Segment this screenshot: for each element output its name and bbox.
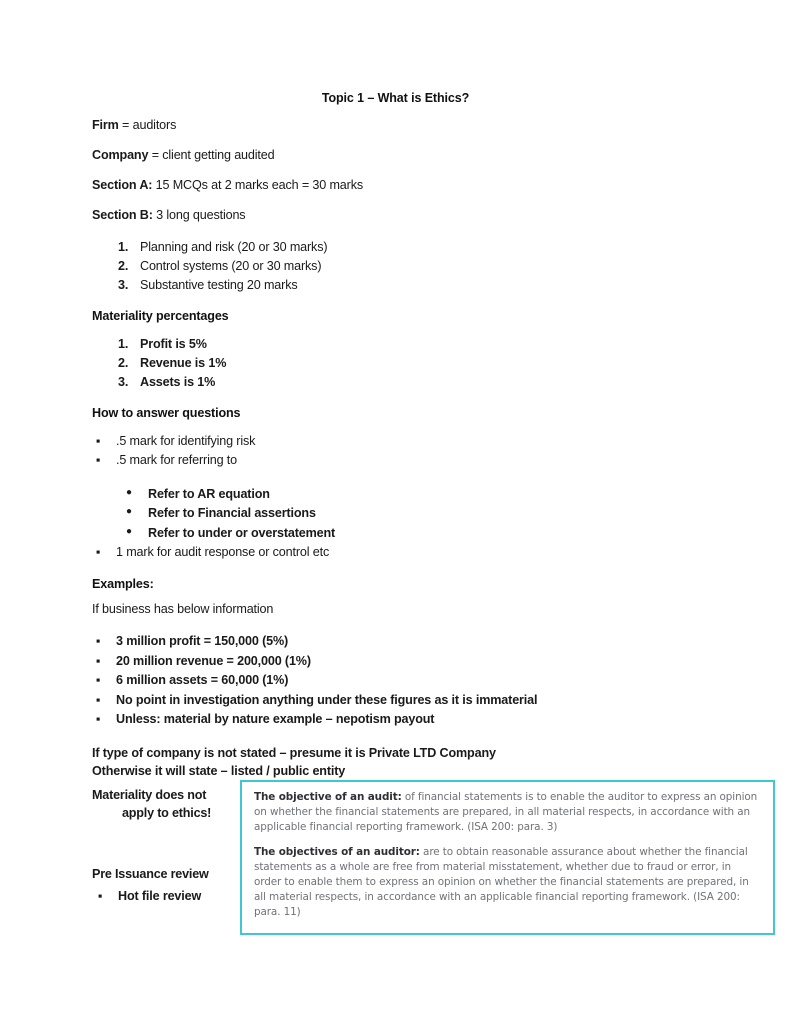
list-item [92,671,712,691]
definition-section-b [92,208,712,222]
list-item [92,887,242,907]
materiality-note-line-1: Materiality does not [92,788,207,802]
list-marker: 2. [118,355,129,370]
list-item [121,504,712,524]
callout-lead: The objective of an audit: [254,791,402,803]
pre-issuance-review-list [92,887,242,907]
definition-text: = client getting audited [148,147,275,162]
list-item-label: Assets is 1% [140,375,216,390]
audit-objectives-callout [240,780,775,935]
definition-term: Section A: [92,177,153,192]
document-body [92,118,712,780]
pre-issuance-review-heading: Pre Issuance review [92,866,209,881]
list-item [92,335,712,354]
list-marker: 3. [118,375,129,390]
list-item-label: .5 mark for referring to [116,453,237,468]
examples-list [92,632,712,730]
bullet-icon: ● [126,525,132,537]
company-type-line-1: If type of company is not stated – presume it is Private LTD Company [92,745,496,760]
callout-paragraph-objectives-of-auditor [254,845,761,921]
list-item-label: Revenue is 1% [140,355,227,370]
list-item-label: No point in investigation anything under these figures as it is immaterial [116,692,538,707]
list-item-label: 20 million revenue = 200,000 (1%) [116,653,311,668]
bullet-icon: ● [126,486,132,498]
definition-company [92,148,712,162]
how-to-answer-list [92,432,712,471]
definition-section-a [92,178,712,192]
list-item [92,354,712,373]
list-item [92,691,712,711]
list-item [92,652,712,672]
examples-heading: Examples: [92,576,154,591]
list-item [92,238,712,257]
bullet-icon: ● [126,506,132,518]
callout-paragraph-objective-of-audit [254,790,761,836]
list-item-label: 3 million profit = 150,000 (5%) [116,634,289,649]
bullet-icon: ▪ [96,653,101,668]
materiality-note [92,786,242,920]
list-item [92,257,712,276]
list-item-label: Substantive testing 20 marks [140,278,298,293]
how-to-answer-list-last [92,543,712,563]
bullet-icon: ▪ [96,453,101,468]
list-item [92,276,712,295]
list-item-label: Refer to Financial assertions [148,506,316,521]
bullet-icon: ▪ [96,673,101,688]
company-type-line-2: Otherwise it will state – listed / public entity [92,764,346,779]
definition-firm [92,118,712,132]
materiality-percentages-list [92,335,712,392]
callout-body: of financial statements is to enable the auditor to express an opinion on whether the financial statements are prepared, in all material respects, in accordance with an applicable financial reporting framework. (ISA 200: para. 3) [254,791,758,834]
materiality-percentages-heading: Materiality percentages [92,309,229,324]
list-item [121,524,712,544]
list-item [92,632,712,652]
bullet-icon: ▪ [96,634,101,649]
definition-text: = auditors [118,118,177,132]
list-item [92,710,712,730]
section-b-list [92,238,712,295]
list-item-label: Unless: material by nature example – nepotism payout [116,712,435,727]
list-item-label: 1 mark for audit response or control etc [116,545,330,560]
bullet-icon: ▪ [98,888,103,903]
list-item-label: Refer to AR equation [148,486,270,501]
bullet-icon: ▪ [96,692,101,707]
definition-term: Company [92,147,149,162]
list-item-label: Hot file review [118,888,202,903]
list-marker: 2. [118,259,129,274]
callout-body: are to obtain reasonable assurance about whether the financial statements as a whole are free from material misstatement, whether due to fraud or error, in order to enable them to express an opinion on whether the financial statements are prepared, in all material respects, in accordance with an applicable financial reporting framework. (ISA 200: para. 11) [254,845,749,919]
list-item-label: Profit is 5% [140,336,207,351]
list-marker: 1. [118,239,129,254]
page-title: Topic 1 – What is Ethics? [321,91,470,105]
bullet-icon: ▪ [96,433,101,448]
callout-lead: The objectives of an auditor: [254,845,420,858]
list-marker: 1. [118,336,129,351]
materiality-note-line-2: apply to ethics! [122,806,212,821]
how-to-answer-heading: How to answer questions [92,406,241,421]
definition-term: Firm [92,118,119,132]
bullet-icon: ▪ [96,545,101,560]
list-item [92,432,712,452]
list-item-label: 6 million assets = 60,000 (1%) [116,673,289,688]
list-item-label: .5 mark for identifying risk [116,433,256,448]
list-marker: 3. [118,278,129,293]
list-item-label: Planning and risk (20 or 30 marks) [140,239,328,254]
definition-text: 3 long questions [152,207,246,222]
list-item-label: Refer to under or overstatement [148,525,336,540]
list-item [92,451,712,471]
list-item [92,373,712,392]
definition-term: Section B: [92,207,153,222]
list-item [92,543,712,563]
bullet-icon: ▪ [96,712,101,727]
how-to-answer-sublist [92,485,712,544]
examples-intro: If business has below information [92,602,274,617]
list-item [121,485,712,505]
bottom-section [0,780,791,950]
list-item-label: Control systems (20 or 30 marks) [140,259,322,274]
definition-text: 15 MCQs at 2 marks each = 30 marks [152,177,363,192]
